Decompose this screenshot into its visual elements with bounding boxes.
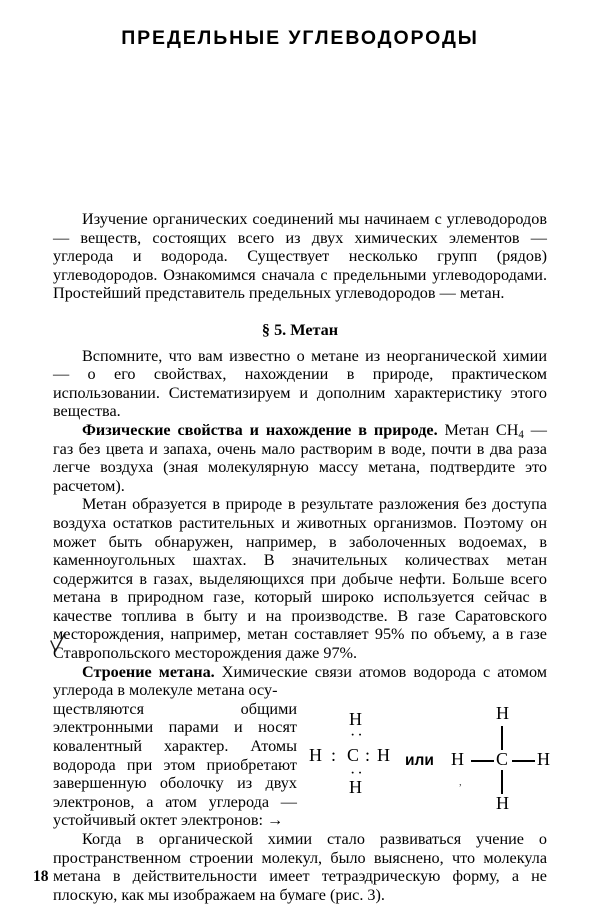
structural-bond-left xyxy=(471,760,494,762)
physical-properties-run-in-title: Физические свойства и нахождение в природе. xyxy=(82,420,438,439)
page-title: ПРЕДЕЛЬНЫЕ УГЛЕВОДОРОДЫ xyxy=(121,27,479,50)
page-content xyxy=(53,210,550,904)
closing-paragraph: Когда в органической химии стало развиваться учение о пространственном строении молекул, было выяснено, что молекула метана в действительности имеет тетраэдрическую форму, а не плоскую, как мы изображаем на бумаге (рис. 3). xyxy=(53,830,547,904)
methane-formula-figures xyxy=(301,702,553,820)
lewis-right-hydrogen: H xyxy=(377,744,390,765)
structural-bond-top xyxy=(501,726,503,750)
page-number: 18 xyxy=(33,868,49,885)
structural-bond-right xyxy=(512,760,535,762)
methane-formula-subscript: 4 xyxy=(518,429,524,442)
lewis-left-hydrogen: H xyxy=(309,744,322,765)
lewis-bottom-hydrogen: H xyxy=(349,776,362,797)
occurrence-paragraph: Метан образуется в природе в результате разложения без доступа воздуха остатков растительных и животных организмов. Поэтому он может быть обнаружен, например, в заболоченных водоемах, в каменноугольных шахтах. В значительных количествах метан содержится в газах, выделяющихся при добыче нефти. Больше всего метана в природном газе, который широко используется сейчас в качестве топлива в быту и на производстве. В газе Саратовского месторождения, например, метан составляет 95% по объему, а в газе Ставропольского месторождения даже 97%. xyxy=(53,495,547,663)
lewis-left-electron-pair: : xyxy=(331,744,337,765)
structure-lead-text: Химические связи атомов водорода с атомом углерода в молекуле метана осу- xyxy=(53,662,547,700)
lewis-right-electron-pair: : xyxy=(365,744,371,765)
structural-top-hydrogen: H xyxy=(496,702,509,723)
structural-left-hydrogen: H xyxy=(451,748,464,769)
lewis-dot-structure-methane xyxy=(309,708,401,812)
structure-with-formulas-block xyxy=(53,699,550,830)
lewis-top-electron-pair: ·· xyxy=(350,726,365,744)
stray-pen-mark: , xyxy=(459,775,462,788)
lewis-top-hydrogen: H xyxy=(349,708,362,729)
structure-column-text: ществляются общими электронными парами и носят ковалентный характер. Атомы водорода при этом приобретают завершенную оболочку из двух электронов, а атом углерода — устойчивый октет электронов: → xyxy=(53,699,297,830)
structure-run-in-title: Строение метана. xyxy=(82,662,215,681)
structural-formula-methane xyxy=(451,704,555,816)
structural-carbon: C xyxy=(496,748,509,769)
structural-bond-bottom xyxy=(501,770,503,794)
structural-bottom-hydrogen: H xyxy=(496,792,509,813)
recall-paragraph: Вспомните, что вам известно о метане из неорганической химии — о его свойствах, нахождении в природе, практическом использовании. Систематизируем и дополним характеристику этого вещества. xyxy=(53,346,547,421)
intro-paragraph: Изучение органических соединений мы начинаем с углеводородов — веществ, состоящих всего из двух химических элементов — углерода и водорода. Существует несколько групп (рядов) углеводородов. Ознакомимся сначала с предельными углеводородами. Простейший представитель предельных углеводородов — метан. xyxy=(53,210,547,303)
structural-right-hydrogen: H xyxy=(537,748,550,769)
lewis-carbon: C xyxy=(347,744,360,765)
lewis-bottom-electron-pair: ·· xyxy=(350,764,365,782)
physical-properties-paragraph xyxy=(53,421,547,495)
physical-text-after-formula: — газ без цвета и запаха, очень мало растворим в воде, почти в два раза легче воздуха (зная молекулярную массу метана, подтвердите это расчетом). xyxy=(53,420,547,495)
structure-lead-paragraph xyxy=(53,663,547,700)
section-heading: § 5. Метан xyxy=(261,320,339,339)
formula-connector-label: или xyxy=(405,751,434,769)
physical-text-before-formula: Метан CH xyxy=(437,420,519,439)
